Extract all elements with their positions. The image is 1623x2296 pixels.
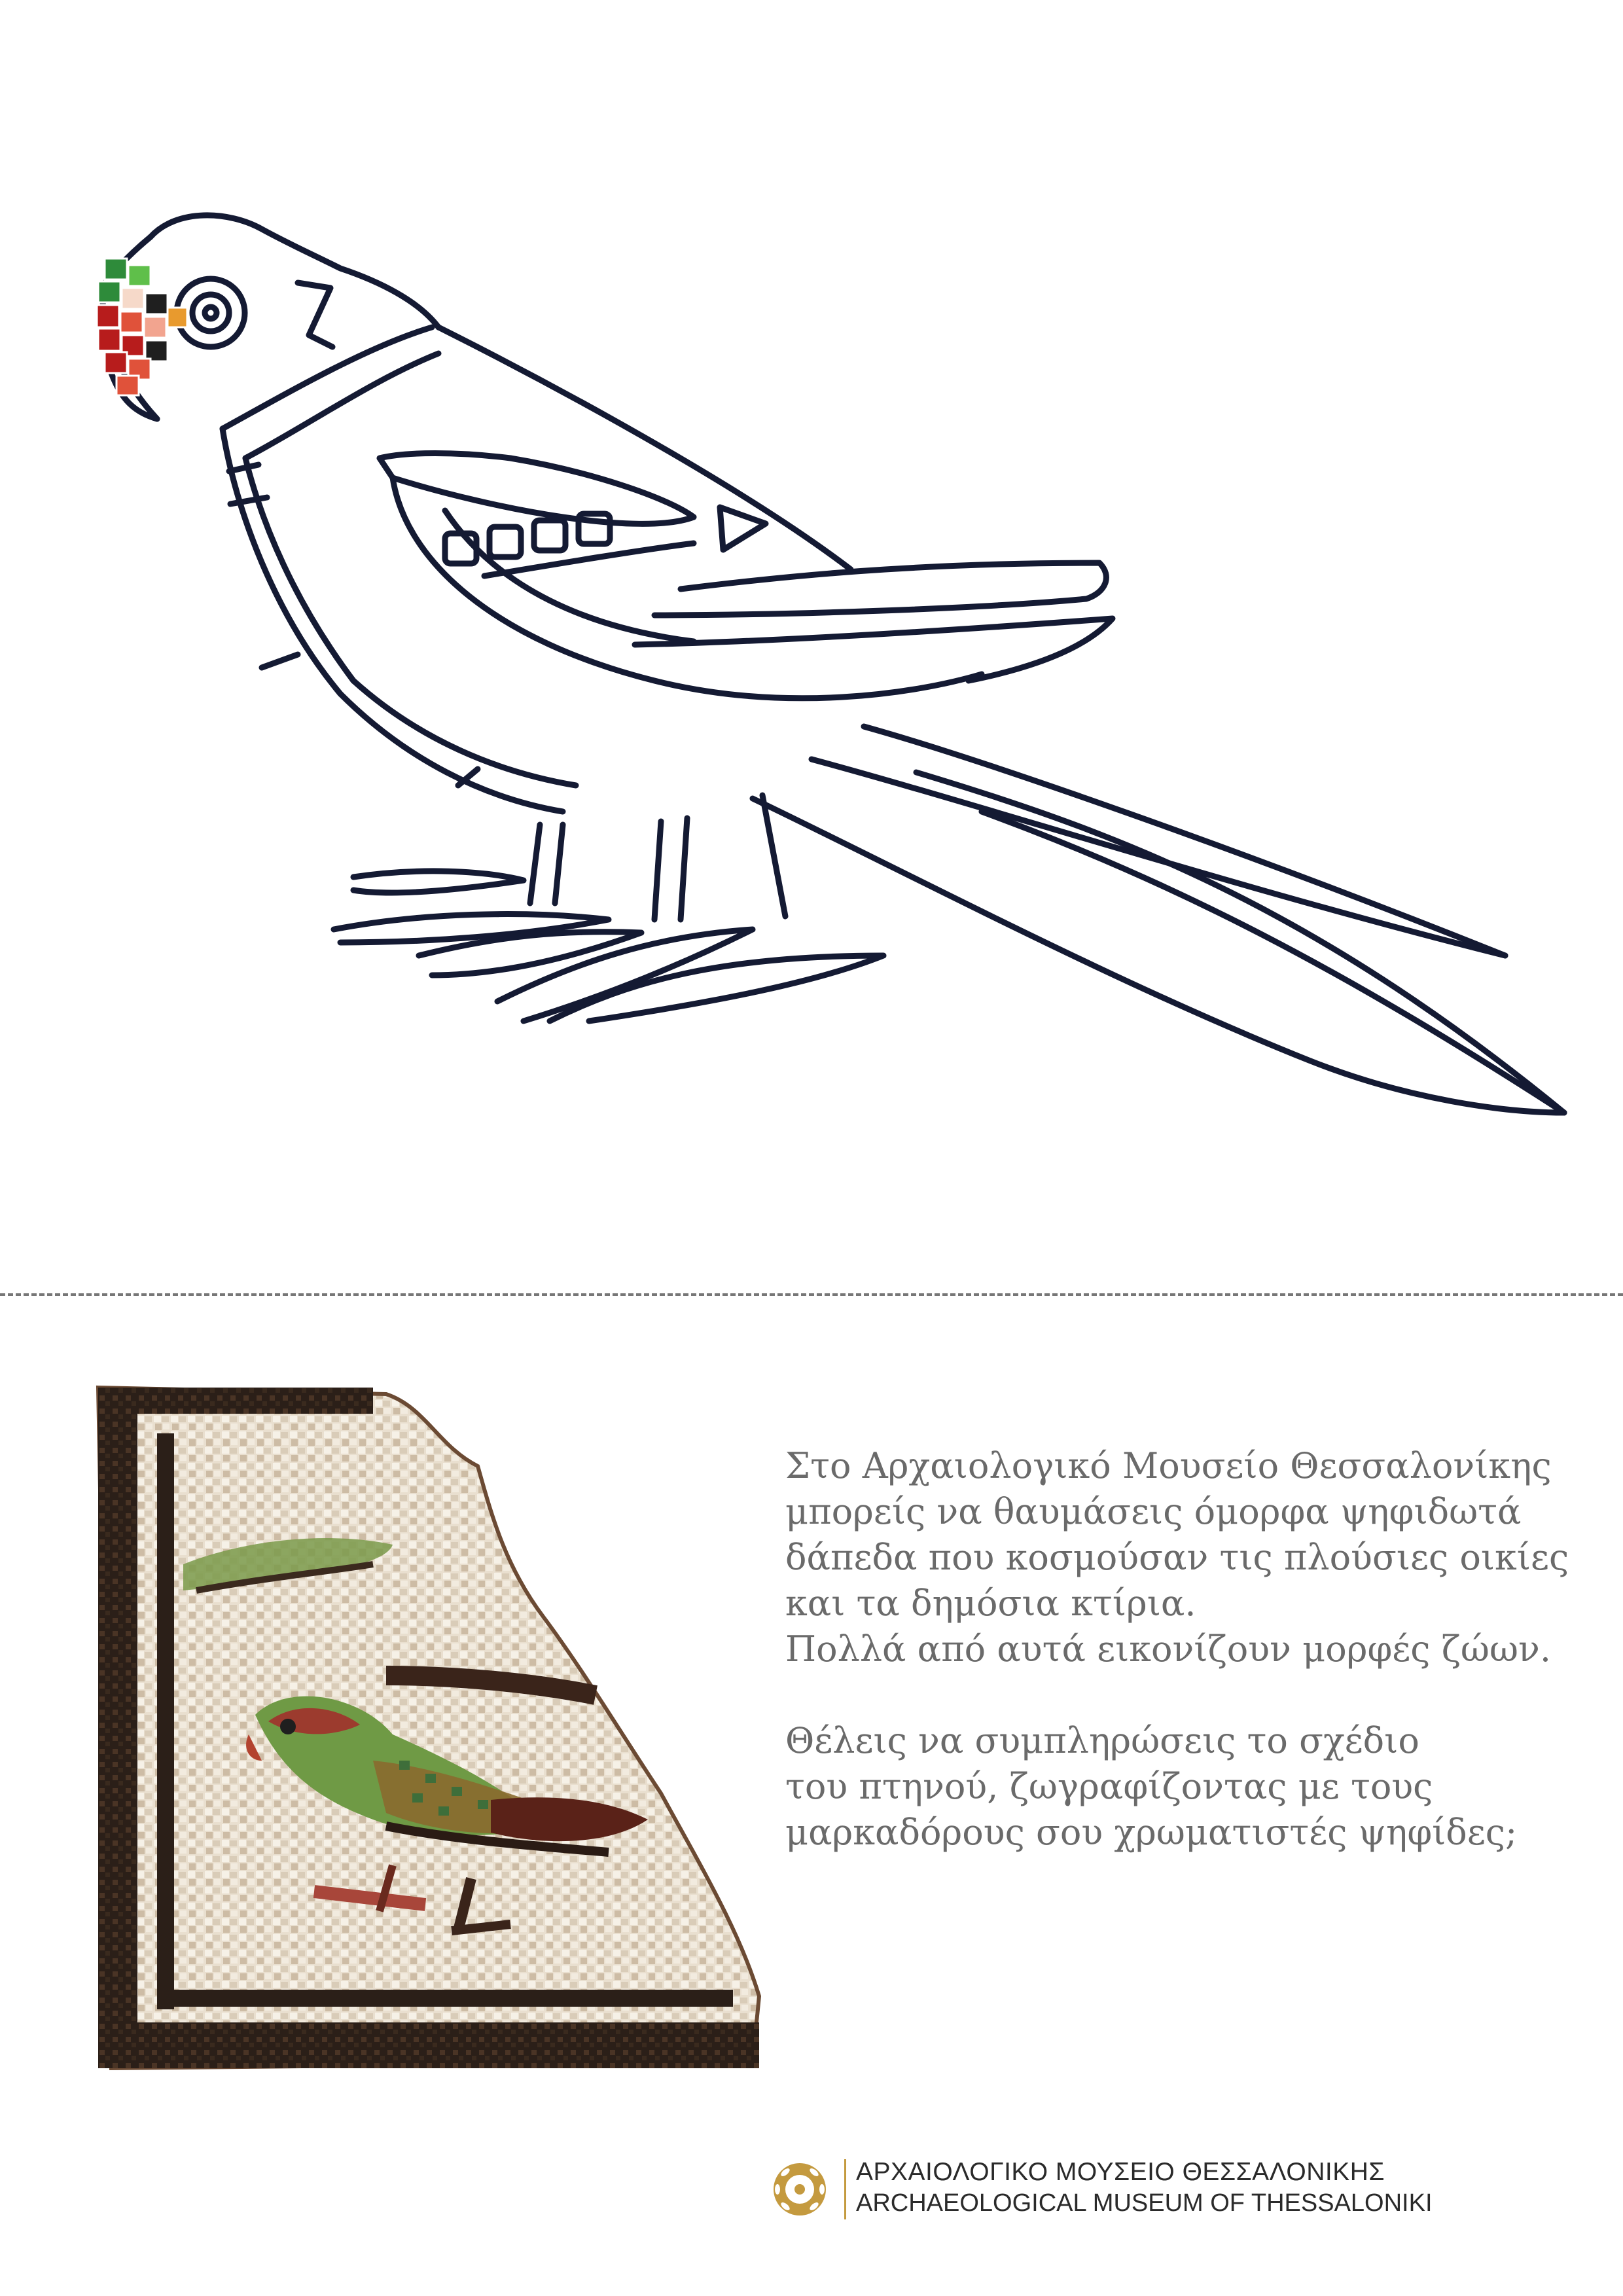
- mosaic-fragment-photo: [85, 1368, 766, 2075]
- wreath-emblem-icon: [766, 2157, 834, 2222]
- text-line: δάπεδα που κοσμούσαν τις πλούσιες οικίες: [785, 1537, 1569, 1578]
- text-line: και τα δημόσια κτίρια.: [785, 1583, 1196, 1624]
- text-line: Στο Αρχαιολογικό Μουσείο Θεσσαλονίκης: [785, 1445, 1552, 1486]
- intro-text: [785, 1443, 1571, 1856]
- dashed-cut-line: [0, 1293, 1623, 1296]
- text-line: μπορείς να θαυμάσεις όμορφα ψηφιδωτά: [785, 1491, 1522, 1532]
- text-line: μαρκαδόρους σου χρωματιστές ψηφίδες;: [785, 1812, 1518, 1853]
- intro-paragraph-activity: [785, 1718, 1571, 1856]
- logo-greek-name: ΑΡΧΑΙΟΛΟΓΙΚΟ ΜΟΥΣΕΙΟ ΘΕΣΣΑΛΟΝΙΚΗΣ: [856, 2158, 1385, 2186]
- intro-paragraph-museum: [785, 1443, 1571, 1672]
- text-line: του πτηνού, ζωγραφίζοντας με τους: [785, 1766, 1433, 1807]
- museum-logo: [766, 2157, 1433, 2222]
- text-line: Θέλεις να συμπληρώσεις το σχέδιο: [785, 1720, 1419, 1761]
- text-line: Πολλά από αυτά εικονίζουν μορφές ζώων.: [785, 1628, 1551, 1670]
- logo-english-name: ARCHAEOLOGICAL MUSEUM OF THESSALONIKI: [856, 2189, 1433, 2217]
- logo-divider: [844, 2159, 846, 2219]
